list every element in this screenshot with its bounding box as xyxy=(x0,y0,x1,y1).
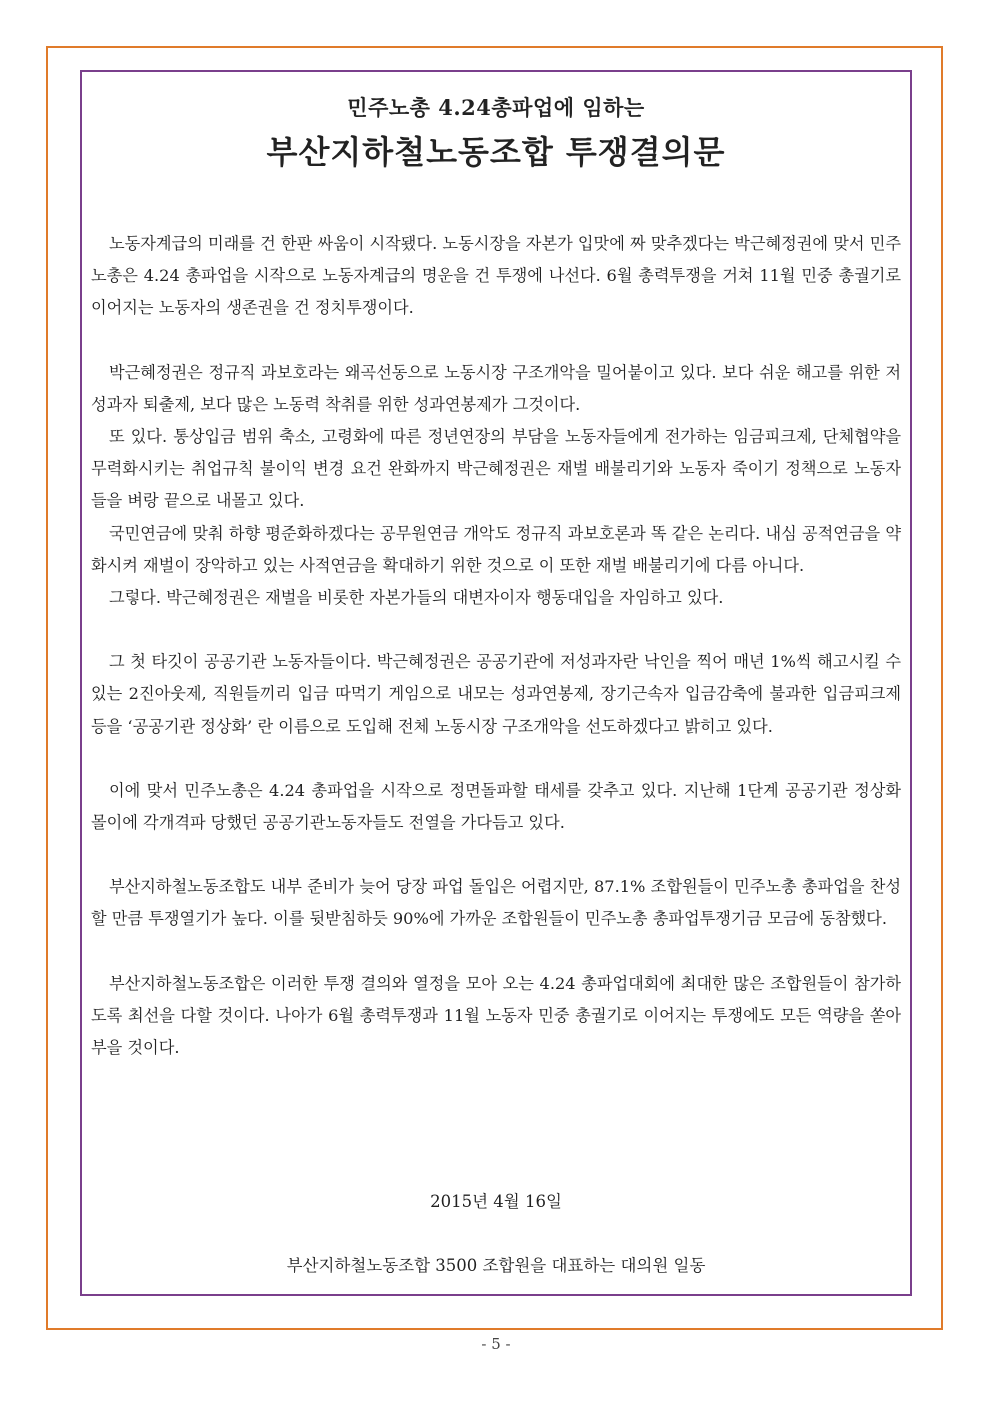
resolution-body xyxy=(91,228,901,1064)
document-date: 2015년 4월 16일 xyxy=(430,1192,562,1211)
paragraph-3: 또 있다. 통상입금 범위 축소, 고령화에 따른 정년연장의 부담을 노동자들에게 전가하는 임금피크제, 단체협약을 무력화시키는 취업규칙 불이익 변경 요건 완화까지 박근혜정권은 재벌 배불리기와 노동자 죽이기 정책으로 노동자들을 벼랑 끝으로 내몰고 있다. xyxy=(91,427,901,511)
paragraph-6: 그 첫 타깃이 공공기관 노동자들이다. 박근혜정권은 공공기관에 저성과자란 낙인을 찍어 매년 1%씩 해고시킬 수 있는 2진아웃제, 직원들끼리 입금 따먹기 게임으로 내모는 성과연봉제, 장기근속자 입금감축에 불과한 입금피크제 등을 ‘공공기관 정상화’ 란 이름으로 도입해 전체 노동시장 구조개악을 선도하겠다고 밝히고 있다. xyxy=(91,652,901,736)
document-subtitle: 민주노총 4.24총파업에 임하는 xyxy=(347,95,645,120)
page-number: - 5 - xyxy=(481,1335,511,1353)
paragraph-2: 박근혜정권은 정규직 과보호라는 왜곡선동으로 노동시장 구조개악을 밀어붙이고 있다. 보다 쉬운 해고를 위한 저성과자 퇴출제, 보다 많은 노동력 착취를 위한 성과연봉제가 그것이다. xyxy=(91,362,901,414)
paragraph-1: 노동자계급의 미래를 건 한판 싸움이 시작됐다. 노동시장을 자본가 입맛에 짜 맞추겠다는 박근혜정권에 맞서 민주노총은 4.24 총파업을 시작으로 노동자계급의 명운을 건 투쟁에 나선다. 6월 총력투쟁을 거쳐 11월 민중 총궐기로 이어지는 노동자의 생존권을 건 정치투쟁이다. xyxy=(91,234,901,318)
paragraph-8: 부산지하철노동조합도 내부 준비가 늦어 당장 파업 돌입은 어렵지만, 87.1% 조합원들이 민주노총 총파업을 찬성할 만큼 투쟁열기가 높다. 이를 뒷받침하듯 90%에 가까운 조합원들이 민주노총 총파업투쟁기금 모금에 동참했다. xyxy=(91,877,901,929)
document-signature: 부산지하철노동조합 3500 조합원을 대표하는 대의원 일동 xyxy=(286,1256,706,1275)
paragraph-9: 부산지하철노동조합은 이러한 투쟁 결의와 열정을 모아 오는 4.24 총파업대회에 최대한 많은 조합원들이 참가하도록 최선을 다할 것이다. 나아가 6월 총력투쟁과 11월 노동자 민중 총궐기로 이어지는 투쟁에도 모든 역량을 쏟아 부을 것이다. xyxy=(91,973,901,1058)
paragraph-5: 그렇다. 박근혜정권은 재벌을 비롯한 자본가들의 대변자이자 행동대입을 자임하고 있다. xyxy=(109,588,724,608)
paragraph-4: 국민연금에 맞춰 하향 평준화하겠다는 공무원연금 개악도 정규직 과보호론과 똑 같은 논리다. 내심 공적연금을 약화시켜 재벌이 장악하고 있는 사적연금을 확대하기 위한 것으로 이 또한 재벌 배불리기에 다름 아니다. xyxy=(91,523,901,575)
paragraph-7: 이에 맞서 민주노총은 4.24 총파업을 시작으로 정면돌파할 태세를 갖추고 있다. 지난해 1단계 공공기관 정상화 몰이에 각개격파 당했던 공공기관노동자들도 전열을 가다듬고 있다. xyxy=(91,780,901,833)
document-title: 부산지하철노동조합 투쟁결의문 xyxy=(266,133,726,171)
